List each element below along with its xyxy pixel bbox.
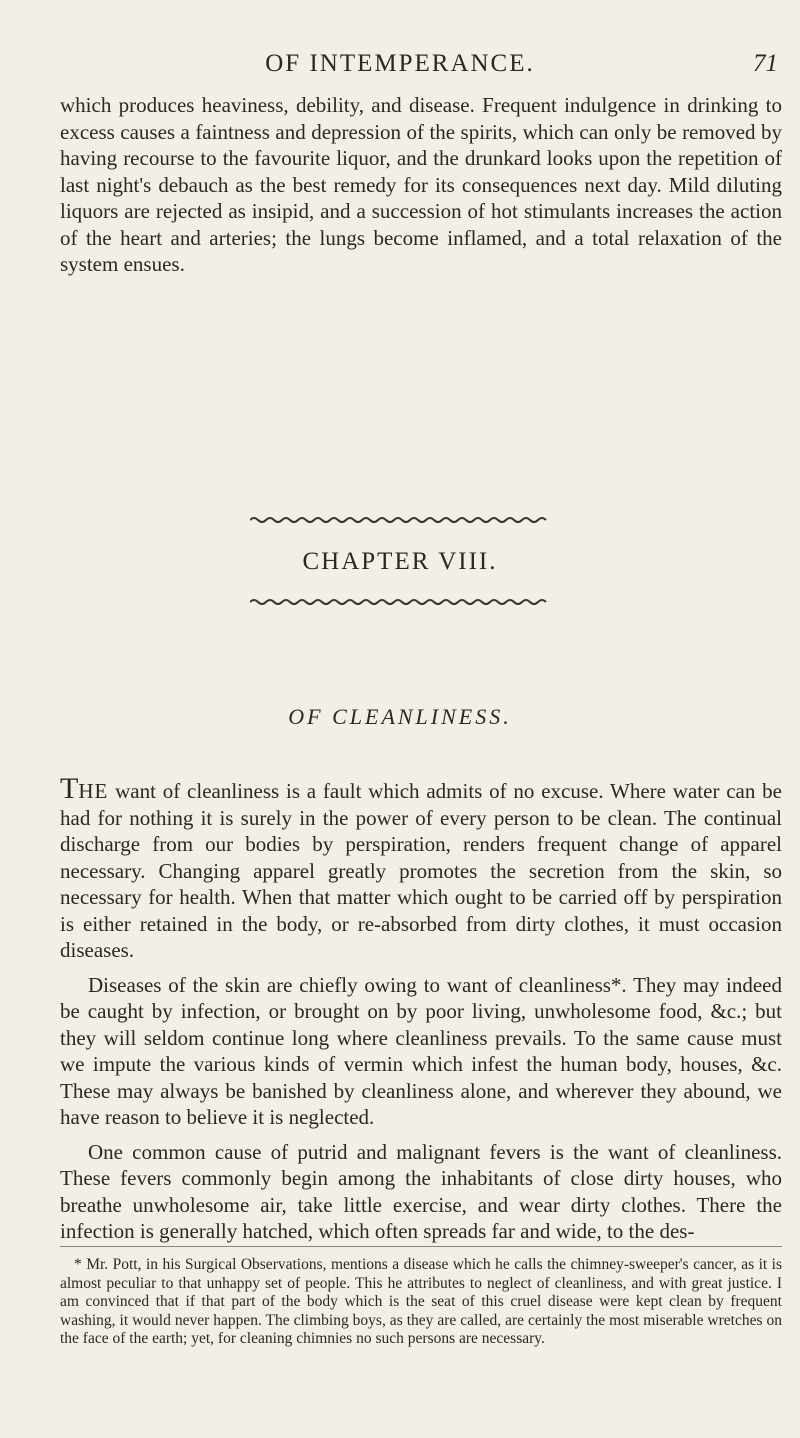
continuation-paragraph bbox=[60, 92, 782, 278]
chapter-body bbox=[60, 772, 782, 1245]
running-head: OF INTEMPERANCE. bbox=[265, 50, 535, 77]
page-number: 71 bbox=[753, 50, 778, 77]
chapter-ornament-top bbox=[250, 515, 550, 525]
section-heading: OF CLEANLINESS. bbox=[288, 704, 512, 729]
paragraph-1 bbox=[60, 772, 782, 964]
continuation-text: which produces heaviness, debility, and disease. Frequent indulgence in drinking to excess causes a faintness and depression of the spirits, which can only be removed by having recourse to the favourite liquor, and the drunkard looks upon the repetition of last night's debauch as the best remedy for its consequences next day. Mild diluting liquors are rejected as insipid, and a succession of hot stimulants increases the action of the heart and arteries; the lungs become inflamed, and a total relaxation of the system ensues. bbox=[60, 93, 782, 276]
chapter-heading: CHAPTER VIII. bbox=[302, 548, 498, 575]
paragraph-2: Diseases of the skin are chiefly owing to want of cleanliness*. They may indeed be caught by infection, or brought on by poor living, unwholesome food, &c.; but they will seldom continue long where cleanliness prevails. To the same cause must we impute the various kinds of vermin which infest the human body, houses, &c. These may always be banished by cleanliness alone, and wherever they abound, we have reason to believe it is neglected. bbox=[60, 972, 782, 1129]
footnote-text: * Mr. Pott, in his Surgical Observations, mentions a disease which he calls the chimney-sweeper's cancer, as it is almost peculiar to that unhappy set of people. This he attributes to neglect of cleanliness, and with great justice. I am convinced that if that part of the body which is the seat of this cruel disease were kept clean by frequent washing, it would never happen. The climbing boys, as they are called, are certainly the most miserable wretches on the face of the earth; yet, for cleaning chimnies no such persons are necessary. bbox=[60, 1256, 782, 1347]
paragraph-3: One common cause of putrid and malignant fevers is the want of cleanliness. These fevers commonly begin among the inhabitants of close dirty houses, who breathe unwholesome air, take little exercise, and wear dirty clothes. There the infection is generally hatched, which often spreads far and wide, to the des- bbox=[60, 1139, 782, 1243]
footnote bbox=[60, 1256, 782, 1349]
initial-letter: T bbox=[60, 772, 79, 805]
paragraph-1-text: want of cleanliness is a fault which admits of no excuse. Where water can be had for nothing it is surely in the power of every person to be clean. The continual discharge from our bodies by perspiration, renders frequent change of apparel necessary. Changing apparel greatly promotes the secretion from the skin, so necessary for health. When that matter which ought to be carried off by perspiration is either retained in the body, or re-absorbed from dirty clothes, it must occasion diseases. bbox=[60, 779, 782, 962]
footnote-rule bbox=[60, 1246, 782, 1247]
chapter-ornament-bottom bbox=[250, 597, 550, 607]
initial-smallcaps: HE bbox=[78, 779, 109, 803]
